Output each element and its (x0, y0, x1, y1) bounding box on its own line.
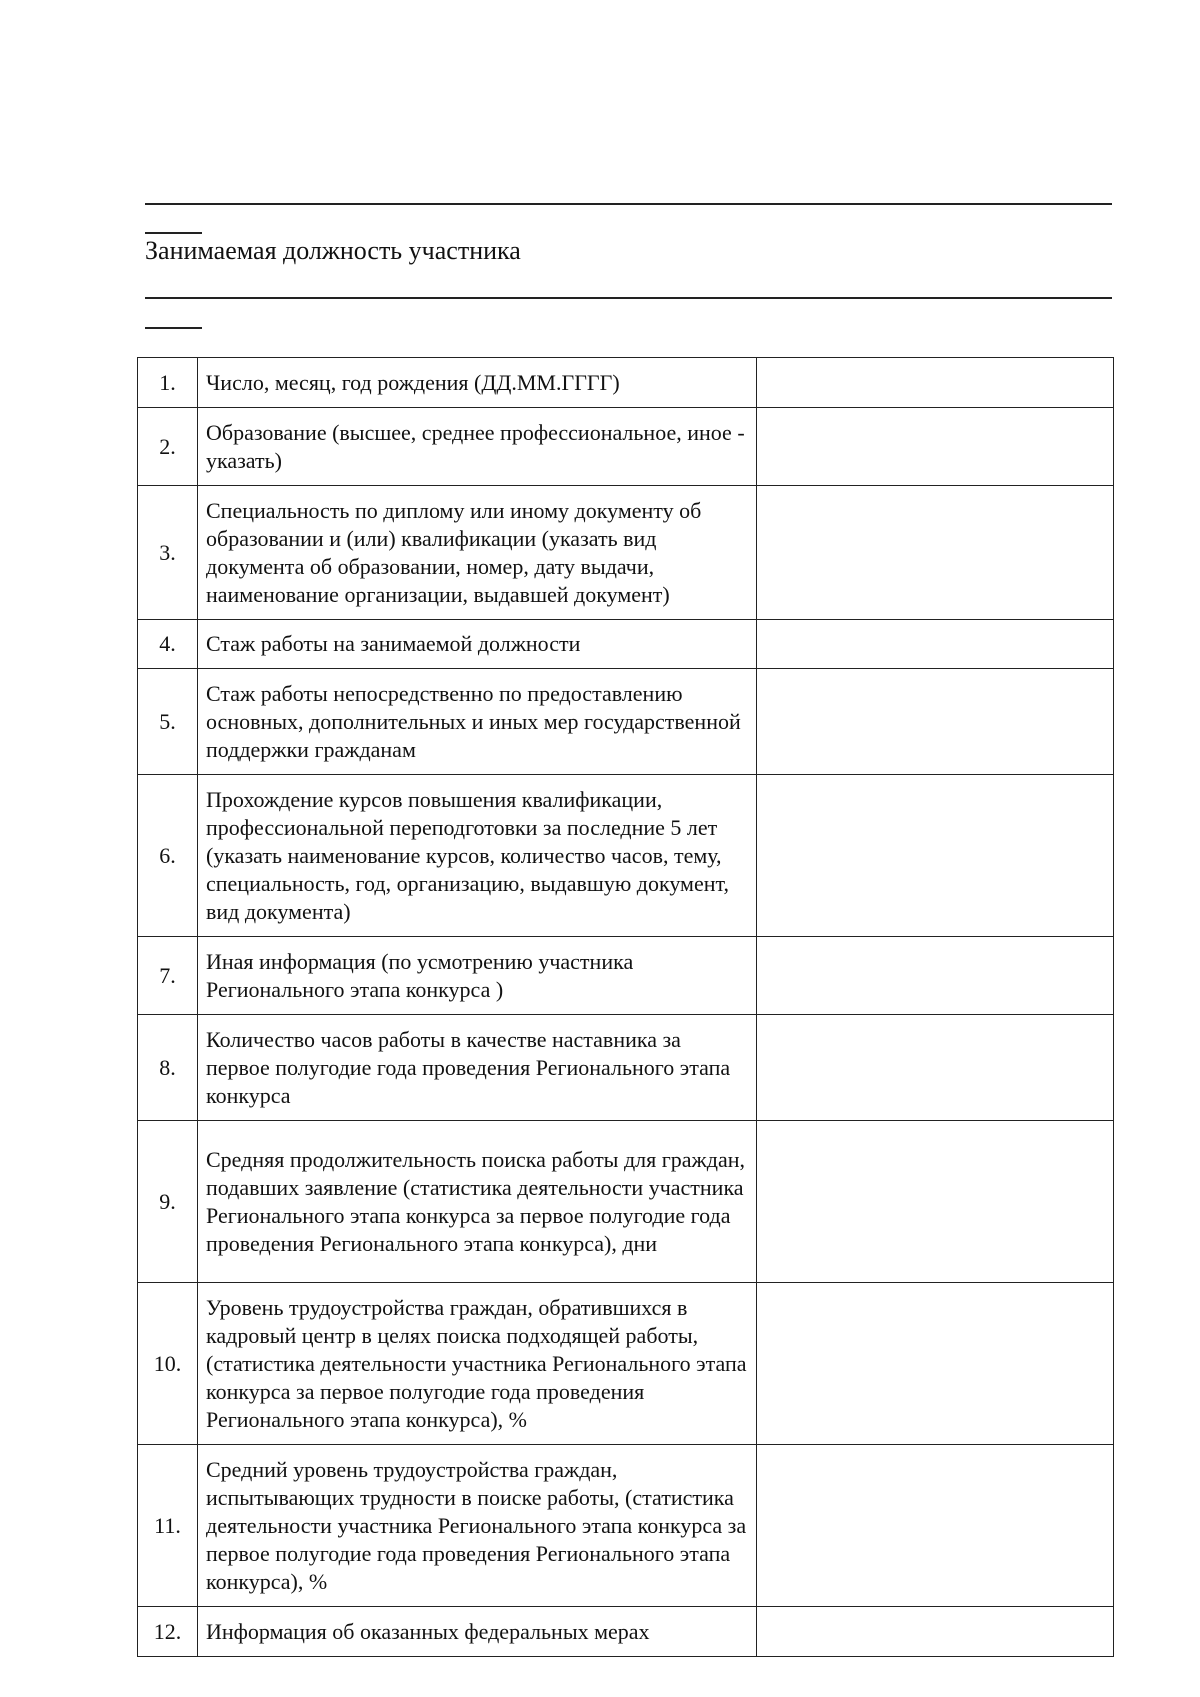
row-value-cell[interactable] (757, 775, 1114, 937)
row-value-cell[interactable] (757, 1121, 1114, 1283)
position-blank-line[interactable] (145, 297, 1112, 299)
row-value-cell[interactable] (757, 1445, 1114, 1607)
row-number: 6. (138, 775, 198, 937)
table-row (138, 486, 1114, 620)
blank-line-top (145, 203, 1112, 205)
row-label: Прохождение курсов повышения квалификации, профессиональной переподготовки за последние 5 лет (указать наименование курсов, количество часов, тему, специальность, год, организацию, выдавшую документ, вид документа) (198, 775, 757, 937)
row-value-cell[interactable] (757, 1607, 1114, 1657)
position-blank-line-continuation[interactable] (145, 327, 202, 329)
row-label: Иная информация (по усмотрению участника Регионального этапа конкурса ) (198, 937, 757, 1015)
row-value-cell[interactable] (757, 937, 1114, 1015)
row-value-cell[interactable] (757, 620, 1114, 669)
row-label: Специальность по диплому или иному документу об образовании и (или) квалификации (указать вид документа об образовании, номер, дату выдачи, наименование организации, выдавшей документ) (198, 486, 757, 620)
table-row (138, 358, 1114, 408)
table-row (138, 1607, 1114, 1657)
table-row (138, 1015, 1114, 1121)
table-row (138, 1283, 1114, 1445)
position-label: Занимаемая должность участника (145, 236, 521, 265)
row-label: Стаж работы непосредственно по предоставлению основных, дополнительных и иных мер государственной поддержки гражданам (198, 669, 757, 775)
row-value-cell[interactable] (757, 486, 1114, 620)
row-label: Информация об оказанных федеральных мерах (198, 1607, 757, 1657)
row-number: 7. (138, 937, 198, 1015)
row-number: 9. (138, 1121, 198, 1283)
table-row (138, 937, 1114, 1015)
row-number: 10. (138, 1283, 198, 1445)
row-number: 8. (138, 1015, 198, 1121)
row-number: 3. (138, 486, 198, 620)
row-number: 2. (138, 408, 198, 486)
row-label: Стаж работы на занимаемой должности (198, 620, 757, 669)
table-row (138, 1445, 1114, 1607)
row-label: Средняя продолжительность поиска работы для граждан, подавших заявление (статистика деятельности участника Регионального этапа конкурса за первое полугодие года проведения Регионального этапа конкурса), дни (198, 1121, 757, 1283)
table-row (138, 408, 1114, 486)
participant-info-table (137, 357, 1114, 1657)
row-value-cell[interactable] (757, 1283, 1114, 1445)
row-label: Количество часов работы в качестве наставника за первое полугодие года проведения Регионального этапа конкурса (198, 1015, 757, 1121)
table-row (138, 669, 1114, 775)
row-value-cell[interactable] (757, 1015, 1114, 1121)
row-label: Уровень трудоустройства граждан, обратившихся в кадровый центр в целях поиска подходящей работы, (статистика деятельности участника Регионального этапа конкурса за первое полугодие года проведения Регионального этапа конкурса), % (198, 1283, 757, 1445)
row-label: Образование (высшее, среднее профессиональное, иное - указать) (198, 408, 757, 486)
row-number: 1. (138, 358, 198, 408)
table-row (138, 620, 1114, 669)
table-row (138, 775, 1114, 937)
row-label: Средний уровень трудоустройства граждан, испытывающих трудности в поиске работы, (статистика деятельности участника Регионального этапа конкурса за первое полугодие года проведения Регионального этапа конкурса), % (198, 1445, 757, 1607)
row-value-cell[interactable] (757, 669, 1114, 775)
row-number: 11. (138, 1445, 198, 1607)
row-number: 4. (138, 620, 198, 669)
row-value-cell[interactable] (757, 408, 1114, 486)
row-number: 5. (138, 669, 198, 775)
table-row (138, 1121, 1114, 1283)
row-label: Число, месяц, год рождения (ДД.ММ.ГГГГ) (198, 358, 757, 408)
row-number: 12. (138, 1607, 198, 1657)
row-value-cell[interactable] (757, 358, 1114, 408)
